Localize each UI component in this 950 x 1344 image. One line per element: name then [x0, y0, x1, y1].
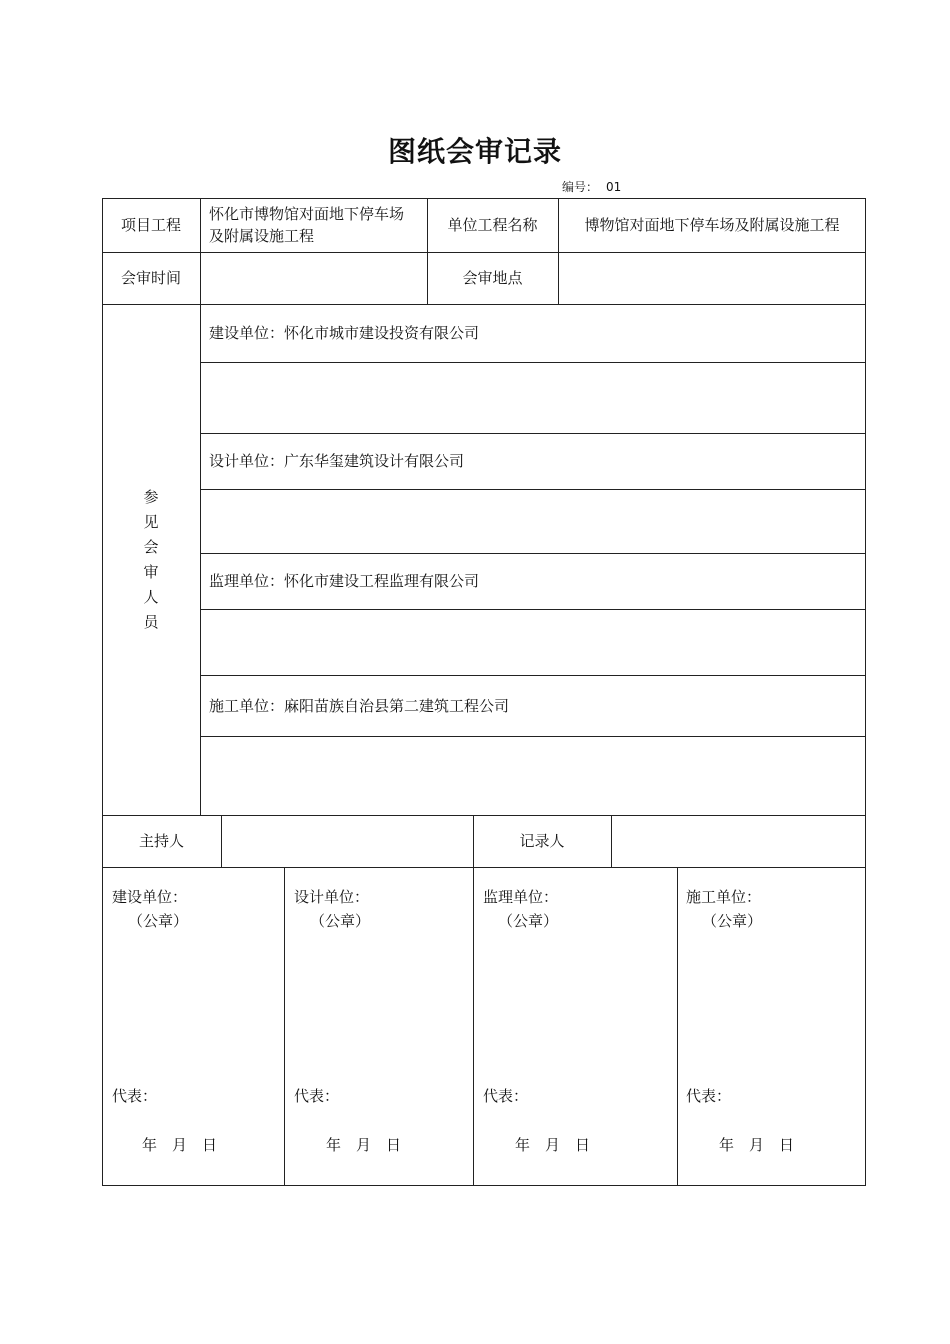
sign-supervision-rep[interactable]: 代表： — [483, 1087, 529, 1105]
host-value[interactable] — [230, 815, 470, 867]
sign-supervision-date[interactable]: 年 月 日 — [515, 1136, 591, 1154]
review-place-label: 会审地点 — [462, 269, 523, 287]
attendees-label-char: 审 — [143, 563, 159, 581]
col-divider — [200, 198, 201, 815]
sign-design-seal: （公章） — [310, 912, 371, 930]
sign-construction-rep[interactable]: 代表： — [112, 1087, 158, 1105]
recorder-label: 记录人 — [519, 832, 565, 850]
attendee-contractor-names[interactable] — [209, 736, 859, 815]
col-divider — [221, 815, 222, 867]
review-place-value[interactable] — [567, 252, 863, 304]
sign-design-unit: 设计单位： — [294, 888, 370, 906]
review-time-value[interactable] — [209, 252, 425, 304]
attendee-supervision-names[interactable] — [209, 609, 859, 675]
sign-supervision-seal: （公章） — [498, 912, 559, 930]
attendees-label-char: 人 — [143, 588, 159, 606]
document-number-value: 01 — [606, 180, 622, 194]
row-divider — [102, 867, 866, 868]
sign-design-date[interactable]: 年 月 日 — [326, 1136, 402, 1154]
document-number — [562, 178, 621, 195]
project-value-line1: 怀化市博物馆对面地下停车场 — [209, 205, 405, 223]
sign-construction-unit: 建设单位： — [112, 888, 188, 906]
col-divider — [677, 867, 678, 1186]
sign-contractor-rep[interactable]: 代表： — [686, 1087, 732, 1105]
attendee-contractor-unit: 施工单位：麻阳苗族自治县第二建筑工程公司 — [209, 696, 510, 715]
sign-contractor-date[interactable]: 年 月 日 — [719, 1136, 795, 1154]
sign-supervision-unit: 监理单位： — [483, 888, 559, 906]
attendee-design-unit: 设计单位：广东华玺建筑设计有限公司 — [209, 452, 465, 470]
attendee-construction-names[interactable] — [209, 362, 859, 433]
unit-project-value: 博物馆对面地下停车场及附属设施工程 — [584, 216, 840, 234]
sign-contractor-seal: （公章） — [702, 912, 763, 930]
recorder-value[interactable] — [620, 815, 860, 867]
col-divider — [284, 867, 285, 1186]
attendee-construction-unit: 建设单位：怀化市城市建设投资有限公司 — [209, 324, 480, 342]
attendees-label — [102, 485, 200, 635]
document-title: 图纸会审记录 — [387, 135, 562, 168]
attendee-design-names[interactable] — [209, 489, 859, 553]
attendees-label-char: 参 — [143, 488, 159, 506]
col-divider — [611, 815, 612, 867]
attendees-label-char: 会 — [143, 538, 159, 556]
col-divider — [473, 867, 474, 1186]
project-value — [209, 198, 425, 252]
sign-design-rep[interactable]: 代表： — [294, 1087, 340, 1105]
host-label: 主持人 — [138, 832, 184, 850]
sign-construction-seal: （公章） — [128, 912, 189, 930]
sign-contractor-unit: 施工单位： — [686, 888, 762, 906]
review-time-label: 会审时间 — [120, 269, 181, 287]
sign-construction-date[interactable]: 年 月 日 — [142, 1136, 218, 1154]
document-number-label: 编号： — [562, 180, 599, 194]
attendees-label-char: 见 — [143, 513, 159, 531]
project-value-line2: 及附属设施工程 — [209, 227, 315, 245]
attendee-supervision-unit: 监理单位：怀化市建设工程监理有限公司 — [209, 572, 480, 590]
unit-project-label: 单位工程名称 — [447, 216, 538, 234]
attendees-label-char: 员 — [143, 613, 159, 631]
project-label: 项目工程 — [120, 216, 181, 234]
